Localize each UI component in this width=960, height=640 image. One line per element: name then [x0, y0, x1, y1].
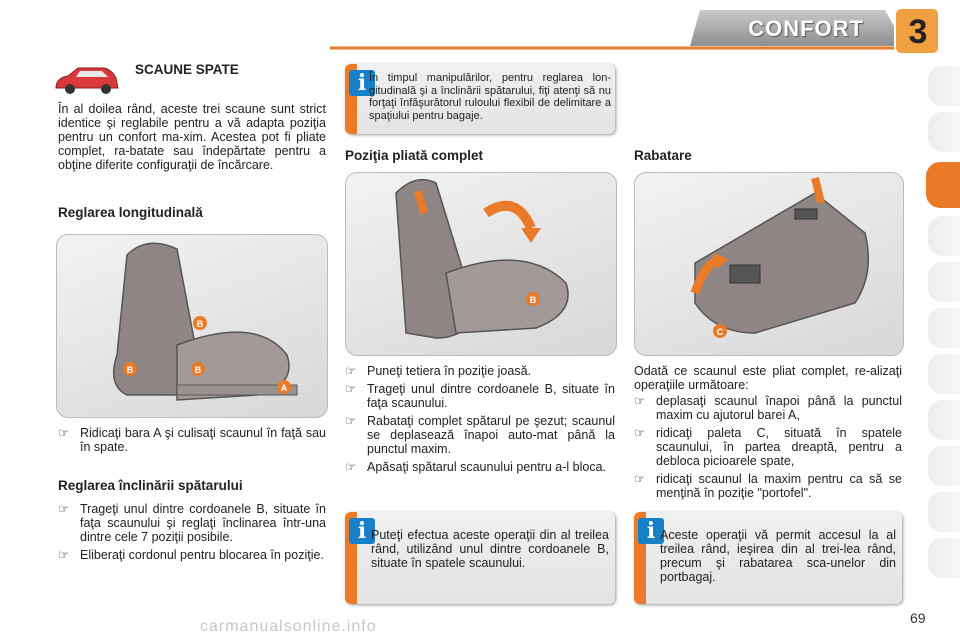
list-item: ☞ Puneţi tetiera în poziţie joasă. [345, 364, 531, 378]
info-box-top [345, 64, 615, 134]
list-item: ☞ ridicaţi scaunul la maxim pentru ca să se menţină în poziţie "portofel". [634, 472, 902, 500]
chapter-number: 3 [908, 13, 928, 51]
list-item: ☞ deplasaţi scaunul înapoi până la punctul maxim cu ajutorul barei A, [634, 394, 902, 422]
bullet-hand-icon: ☞ [58, 548, 70, 562]
seat-illustration-tumble [634, 172, 904, 356]
bullet-hand-icon: ☞ [345, 382, 357, 396]
info-icon: i [349, 518, 375, 544]
label-a: A [280, 383, 288, 393]
chapter-tab[interactable] [928, 216, 960, 256]
list-item: ☞ ridicaţi paleta C, situată în spatele scaunului, în partea dreaptă, pentru a debloca picioarele spate, [634, 426, 902, 468]
subsection-title: Rabatare [634, 148, 692, 163]
chapter-tab[interactable] [928, 112, 960, 152]
page-number: 69 [910, 610, 926, 626]
recline-steps [58, 502, 326, 566]
info-text: În timpul manipulărilor, pentru reglarea lon-gitudinală şi a înclinării spătarului, fiţi atenţi să nu forţaţi înfăşurătorul ruloului flexibil de delimitare a spaţiului pentru bagaje. [369, 72, 611, 122]
chapter-tab[interactable] [928, 492, 960, 532]
info-icon: i [638, 518, 664, 544]
list-item: ☞ Trageţi unul dintre cordoanele B, situate în faţa scaunului. [345, 382, 615, 410]
car-icon [52, 64, 120, 96]
fold-steps [345, 364, 615, 478]
section-title: SCAUNE SPATE [135, 62, 239, 77]
info-box-right [634, 512, 902, 604]
subsection-title: Poziţia pliată complet [345, 148, 484, 163]
seat-illustration-longitudinal [56, 234, 328, 418]
list-item: ☞ Rabataţi complet spătarul pe şezut; scaunul se deplasează înapoi auto-mat până la punctul maxim. [345, 414, 615, 456]
intro-text: În al doilea rând, aceste trei scaune sunt strict identice şi reglabile pentru a vă adapta poziţia pentru un confort ma-xim. Acestea pot fi pliate complet, ra-batate sau îndepărtate pentru a obţine diferite configuraţii de încărcare. [58, 102, 326, 172]
chapter-tab-active[interactable] [926, 162, 960, 208]
watermark: carmanualsonline.info [200, 618, 377, 635]
tumble-steps [634, 394, 902, 504]
label-c: C [716, 327, 724, 337]
list-item: ☞ Apăsaţi spătarul scaunului pentru a-l bloca. [345, 460, 607, 474]
seat-illustration-folded [345, 172, 617, 356]
label-b: B [194, 365, 202, 375]
chapter-tab[interactable] [928, 308, 960, 348]
bullet-hand-icon: ☞ [634, 426, 646, 440]
list-item: ☞ Ridicaţi bara A şi culisaţi scaunul în faţă sau în spate. [58, 426, 326, 454]
bullet-hand-icon: ☞ [345, 414, 357, 428]
info-text: Puteţi efectua aceste operaţii din al treilea rând, utilizând unul dintre cordoanele B, situate în spatele scaunului. [371, 528, 609, 570]
list-item: ☞ Trageţi unul dintre cordoanele B, situate în faţa scaunului şi reglaţi înclinarea într-una dintre cele 7 poziţii posibile. [58, 502, 326, 544]
intro-text: Odată ce scaunul este pliat complet, re-alizaţi operaţiile următoare: [634, 364, 902, 392]
chapter-title: CONFORT [748, 16, 864, 41]
longitudinal-steps [58, 426, 326, 458]
bullet-hand-icon: ☞ [634, 394, 646, 408]
info-box-middle [345, 512, 615, 604]
bullet-hand-icon: ☞ [634, 472, 646, 486]
chapter-tab[interactable] [928, 538, 960, 578]
bullet-hand-icon: ☞ [58, 502, 70, 516]
label-b: B [126, 365, 134, 375]
chapter-tab[interactable] [928, 400, 960, 440]
label-b: B [529, 295, 537, 305]
chapter-tab[interactable] [928, 262, 960, 302]
subsection-title: Reglarea înclinării spătarului [58, 478, 243, 493]
info-text: Aceste operaţii vă permit accesul la al treilea rând, ieşirea din al trei-lea rând, precum şi rabatarea sca-unelor din portbagaj. [660, 528, 896, 584]
chapter-tab[interactable] [928, 354, 960, 394]
chapter-tab[interactable] [928, 66, 960, 106]
bullet-hand-icon: ☞ [345, 364, 357, 378]
bullet-hand-icon: ☞ [58, 426, 70, 440]
bullet-hand-icon: ☞ [345, 460, 357, 474]
chapter-tab[interactable] [928, 446, 960, 486]
label-b: B [196, 319, 204, 329]
info-icon: i [349, 70, 375, 96]
subsection-title: Reglarea longitudinală [58, 205, 203, 220]
list-item: ☞ Eliberaţi cordonul pentru blocarea în poziţie. [58, 548, 324, 562]
